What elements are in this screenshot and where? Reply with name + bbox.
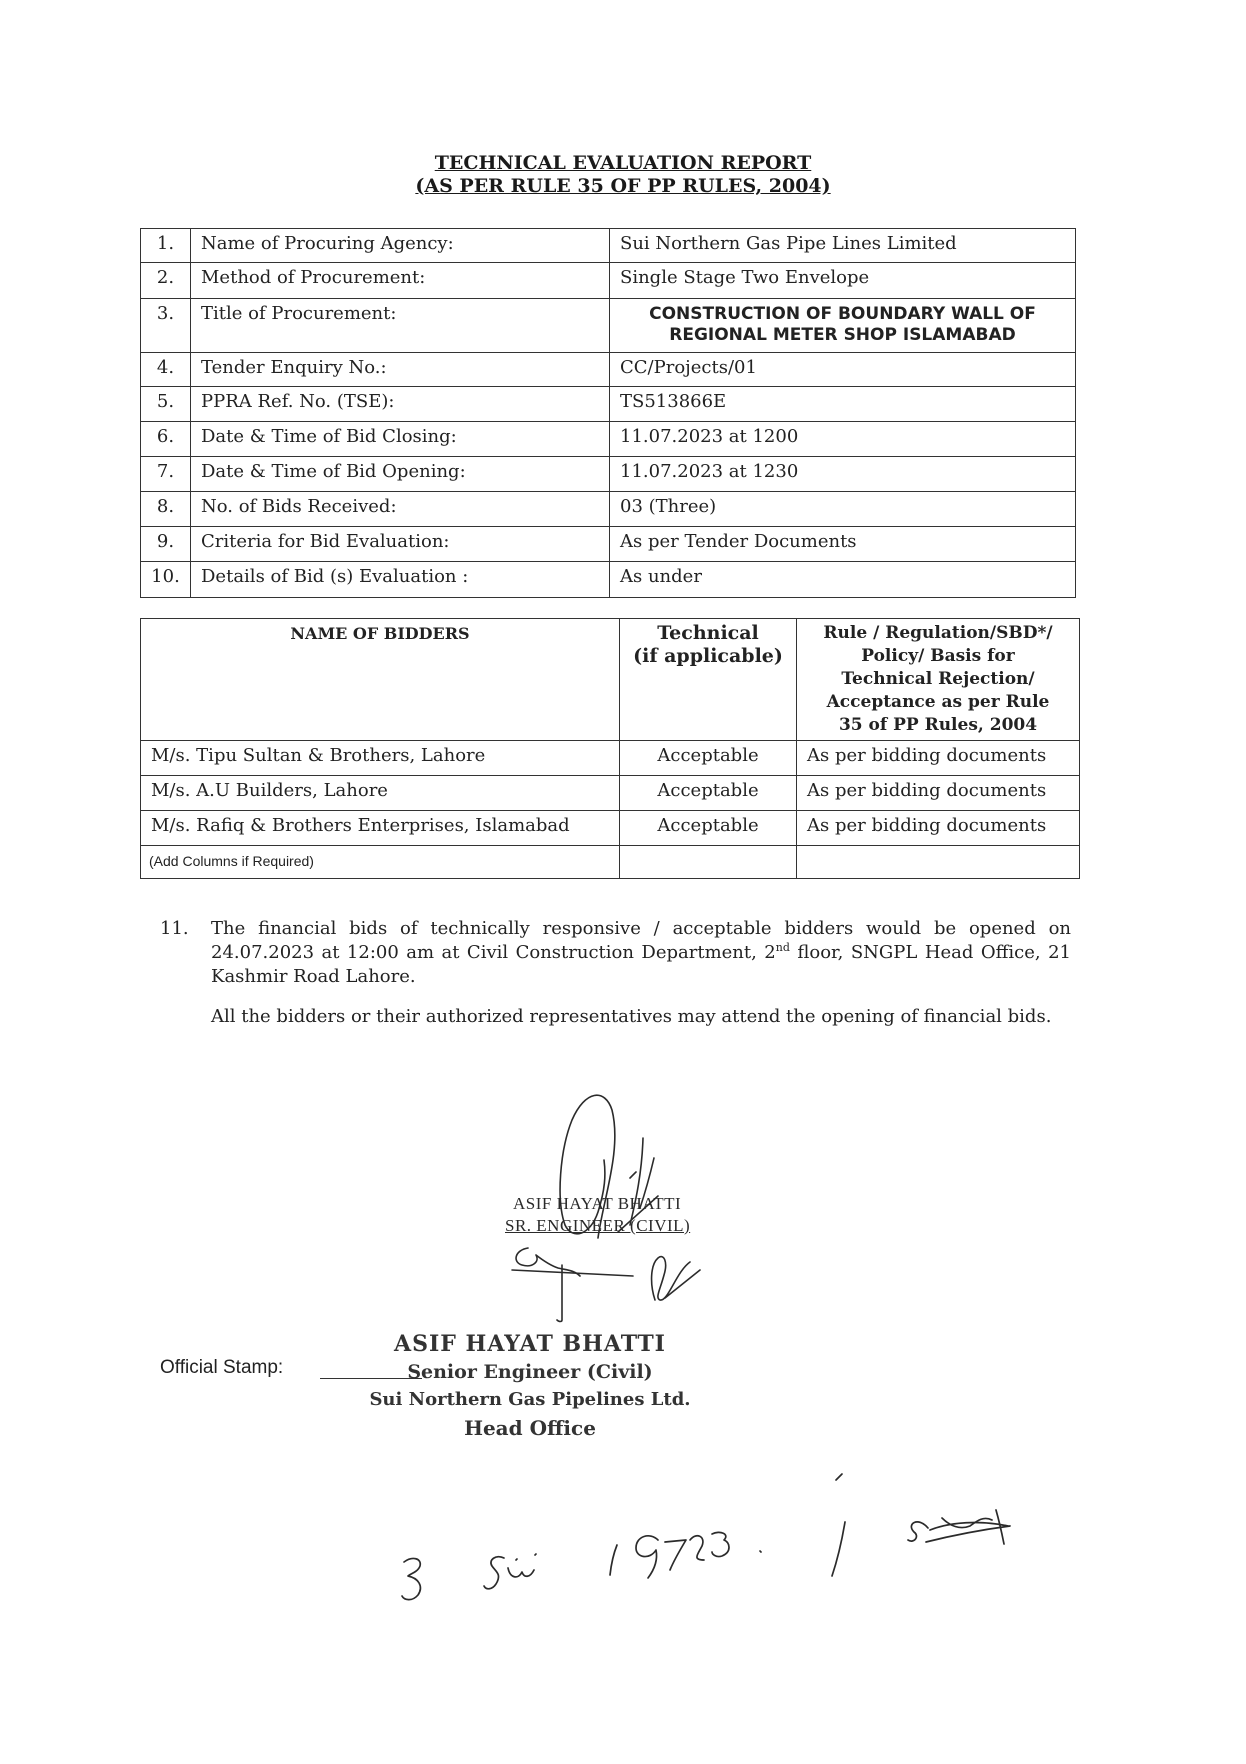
header-rule-line2: Policy/ Basis for <box>861 646 1015 666</box>
paragraph-11-text-a: The financial bids of technically responsive / acceptable bidders would be opened on 24.07.2023 at 12:00 am at Civil Construction Department, 2 <box>211 918 1071 963</box>
info-row-number: 2. <box>141 263 191 299</box>
paragraph-11-number: 11. <box>160 918 189 939</box>
paragraph-11-text-b: floor, SNGPL Head Office, 21 Kashmir Road Lahore. <box>211 942 1071 987</box>
stamp-name: ASIF HAYAT BHATTI <box>394 1331 666 1357</box>
signatory-name: ASIF HAYAT BHATTI <box>513 1194 682 1213</box>
info-row-value: 11.07.2023 at 1230 <box>610 457 1076 492</box>
bidder-name: M/s. Tipu Sultan & Brothers, Lahore <box>141 741 620 776</box>
bidder-name: M/s. A.U Builders, Lahore <box>141 776 620 811</box>
header-rule-line3: Technical Rejection/ <box>841 669 1035 689</box>
paragraph-11-superscript: nd <box>775 941 790 954</box>
info-row-value: Single Stage Two Envelope <box>610 263 1076 299</box>
info-row-number: 7. <box>141 457 191 492</box>
bidder-technical-status: Acceptable <box>620 811 797 846</box>
report-title-line1: TECHNICAL EVALUATION REPORT <box>434 152 812 174</box>
stamp-office: Head Office <box>464 1416 596 1440</box>
info-row-label: Title of Procurement: <box>191 299 610 353</box>
info-row-number: 4. <box>141 353 191 387</box>
info-row-value: 11.07.2023 at 1200 <box>610 422 1076 457</box>
bidder-technical-status: Acceptable <box>620 741 797 776</box>
bidder-basis: As per bidding documents <box>797 776 1080 811</box>
info-row-label: PPRA Ref. No. (TSE): <box>191 387 610 422</box>
header-technical-line2: (if applicable) <box>633 645 783 667</box>
info-row-number: 8. <box>141 492 191 527</box>
info-row-number: 10. <box>141 562 191 598</box>
header-rule-line1: Rule / Regulation/SBD*/ <box>823 623 1053 643</box>
info-row-label: Method of Procurement: <box>191 263 610 299</box>
header-rule-line4: Acceptance as per Rule <box>826 692 1050 712</box>
header-rule-line5: 35 of PP Rules, 2004 <box>838 715 1038 735</box>
info-row-label: No. of Bids Received: <box>191 492 610 527</box>
info-row-label: Details of Bid (s) Evaluation : <box>191 562 610 598</box>
header-technical-line1: Technical <box>657 622 759 644</box>
info-row-label: Criteria for Bid Evaluation: <box>191 527 610 562</box>
paragraph-12: All the bidders or their authorized representatives may attend the opening of financial bids. <box>211 1006 1052 1027</box>
info-row-number: 3. <box>141 299 191 353</box>
bidder-basis: As per bidding documents <box>797 741 1080 776</box>
procurement-title-line2: REGIONAL METER SHOP ISLAMABAD <box>669 325 1016 345</box>
info-row-number: 1. <box>141 229 191 263</box>
info-row-label: Date & Time of Bid Opening: <box>191 457 610 492</box>
info-row-label: Name of Procuring Agency: <box>191 229 610 263</box>
procurement-title-line1: CONSTRUCTION OF BOUNDARY WALL OF <box>649 304 1036 324</box>
info-row-value: TS513866E <box>610 387 1076 422</box>
info-row-value: As under <box>610 562 1076 598</box>
stamp-company: Sui Northern Gas Pipelines Ltd. <box>369 1389 691 1410</box>
info-row-number: 9. <box>141 527 191 562</box>
info-row-value: Sui Northern Gas Pipe Lines Limited <box>610 229 1076 263</box>
report-title-line2: (AS PER RULE 35 OF PP RULES, 2004) <box>415 175 831 197</box>
bidder-technical-status: Acceptable <box>620 776 797 811</box>
bidder-basis: As per bidding documents <box>797 811 1080 846</box>
bottom-handwritten-note <box>402 1474 1010 1600</box>
info-row-value: As per Tender Documents <box>610 527 1076 562</box>
info-row-value: 03 (Three) <box>610 492 1076 527</box>
signatory-designation: SR. ENGINEER (CIVIL) <box>505 1216 691 1235</box>
official-stamp-label: Official Stamp: <box>160 1357 284 1378</box>
add-columns-note: (Add Columns if Required) <box>141 846 620 879</box>
info-row-label: Date & Time of Bid Closing: <box>191 422 610 457</box>
info-row-number: 5. <box>141 387 191 422</box>
bidder-name: M/s. Rafiq & Brothers Enterprises, Islamabad <box>141 811 620 846</box>
header-name-of-bidders: NAME OF BIDDERS <box>141 619 620 741</box>
info-row-value: CC/Projects/01 <box>610 353 1076 387</box>
info-row-number: 6. <box>141 422 191 457</box>
info-row-label: Tender Enquiry No.: <box>191 353 610 387</box>
stamp-designation: Senior Engineer (Civil) <box>407 1361 653 1383</box>
initials-mark <box>512 1248 700 1322</box>
